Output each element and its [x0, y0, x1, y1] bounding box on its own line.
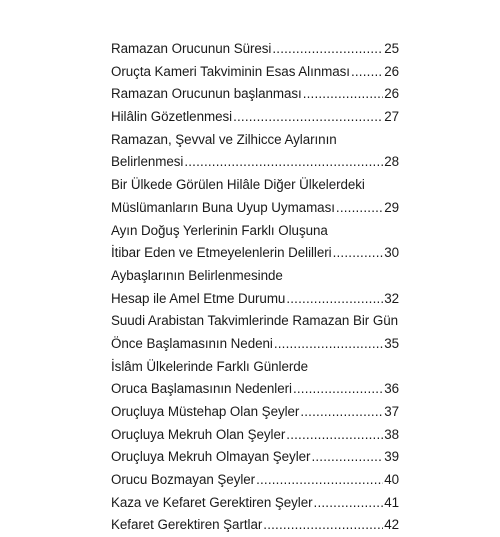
- toc-entry-title: Hesap ile Amel Etme Durumu: [111, 290, 286, 306]
- toc-entry-title: Oruçluya Mekruh Olmayan Şeyler: [111, 449, 311, 465]
- toc-page-number: 40: [384, 472, 399, 488]
- toc-entry[interactable]: [111, 151, 399, 174]
- toc-page-number: 26: [384, 63, 399, 79]
- toc-page-number: 29: [384, 199, 399, 215]
- toc-page-number: 41: [384, 494, 399, 510]
- toc-page-number: 25: [384, 41, 399, 56]
- toc-entry-title: Suudi Arabistan Takvimlerinde Ramazan Bir Gün: [111, 313, 399, 329]
- dot-leader: [263, 514, 383, 537]
- toc-entry[interactable]: [111, 242, 399, 265]
- toc-entry-title: Oruca Başlamasının Nedenleri: [111, 381, 292, 397]
- toc-page-number: 30: [384, 245, 399, 261]
- toc-entry[interactable]: [111, 424, 399, 447]
- toc-entry-title: İslâm Ülkelerinde Farklı Günlerde: [111, 358, 309, 374]
- toc-entry-title: İtibar Eden ve Etmeyelenlerin Delilleri: [111, 245, 332, 261]
- toc-page-number: 28: [384, 154, 399, 170]
- toc-entry-title: Oruçta Kameri Takviminin Esas Alınması: [111, 63, 350, 79]
- toc-page-number: 38: [384, 426, 399, 442]
- toc-entry-title: Kefaret Gerektiren Şartlar: [111, 517, 263, 533]
- dot-leader: [286, 288, 383, 311]
- toc-entry[interactable]: [111, 401, 399, 424]
- toc-entry[interactable]: [111, 469, 399, 492]
- toc-entry[interactable]: [111, 61, 399, 84]
- toc-entry[interactable]: [111, 446, 399, 469]
- dot-leader: [314, 492, 384, 515]
- dot-leader: [184, 151, 383, 174]
- dot-leader: [272, 38, 383, 61]
- toc-page-number: 27: [384, 109, 399, 125]
- toc-entry-title: Oruçluya Müstehap Olan Şeyler: [111, 404, 300, 419]
- dot-leader: [274, 333, 383, 356]
- dot-leader: [256, 469, 383, 492]
- toc-entry-continued[interactable]: [111, 356, 399, 379]
- dot-leader: [333, 242, 384, 265]
- toc-entry[interactable]: [111, 83, 399, 106]
- toc-entry[interactable]: [111, 514, 399, 537]
- toc-entry[interactable]: [111, 378, 399, 401]
- dot-leader: [293, 378, 383, 401]
- dot-leader: [286, 424, 383, 447]
- toc-page-number: 26: [384, 86, 399, 102]
- toc-entry[interactable]: [111, 333, 399, 356]
- toc-entry-title: Ramazan Orucunun başlanması: [111, 86, 302, 102]
- toc-entry[interactable]: [111, 197, 399, 220]
- toc-entry-title: Ramazan Orucunun Süresi: [111, 41, 272, 56]
- toc-entry[interactable]: [111, 288, 399, 311]
- toc-entry-title: Bir Ülkede Görülen Hilâle Diğer Ülkelerdeki: [111, 177, 365, 193]
- toc-entry-title: Aybaşlarının Belirlenmesinde: [111, 267, 283, 283]
- dot-leader: [233, 106, 383, 129]
- toc-page-number: 42: [384, 517, 399, 533]
- toc-page-number: 36: [384, 381, 399, 397]
- dot-leader: [300, 401, 383, 424]
- toc-entry-title: Orucu Bozmayan Şeyler: [111, 472, 256, 488]
- toc-entry-title: Müslümanların Buna Uyup Uymaması: [111, 199, 335, 215]
- toc-entry-title: Hilâlin Gözetlenmesi: [111, 109, 233, 125]
- toc-entry-continued[interactable]: [111, 310, 399, 333]
- table-of-contents: [111, 38, 399, 537]
- toc-entry-continued[interactable]: [111, 174, 399, 197]
- toc-entry-title: Ayın Doğuş Yerlerinin Farklı Oluşuna: [111, 222, 328, 238]
- toc-entry-continued[interactable]: [111, 129, 399, 152]
- toc-entry[interactable]: [111, 106, 399, 129]
- toc-entry[interactable]: [111, 38, 399, 61]
- toc-entry-title: Belirlenmesi: [111, 154, 184, 170]
- toc-entry-title: Kaza ve Kefaret Gerektiren Şeyler: [111, 494, 313, 510]
- toc-page-number: 35: [384, 335, 399, 351]
- toc-entry[interactable]: [111, 492, 399, 515]
- dot-leader: [351, 61, 383, 84]
- toc-entry-title: Ramazan, Şevval ve Zilhicce Aylarının: [111, 131, 337, 147]
- toc-entry-title: Oruçluya Mekruh Olan Şeyler: [111, 426, 286, 442]
- toc-entry-continued[interactable]: [111, 220, 399, 243]
- toc-page-number: 32: [384, 290, 399, 306]
- toc-entry-title: Önce Başlamasının Nedeni: [111, 335, 273, 351]
- dot-leader: [303, 83, 384, 106]
- toc-page-number: 37: [384, 404, 399, 419]
- toc-page-number: 39: [384, 449, 399, 465]
- dot-leader: [311, 446, 383, 469]
- toc-entry-continued[interactable]: [111, 265, 399, 288]
- dot-leader: [336, 197, 383, 220]
